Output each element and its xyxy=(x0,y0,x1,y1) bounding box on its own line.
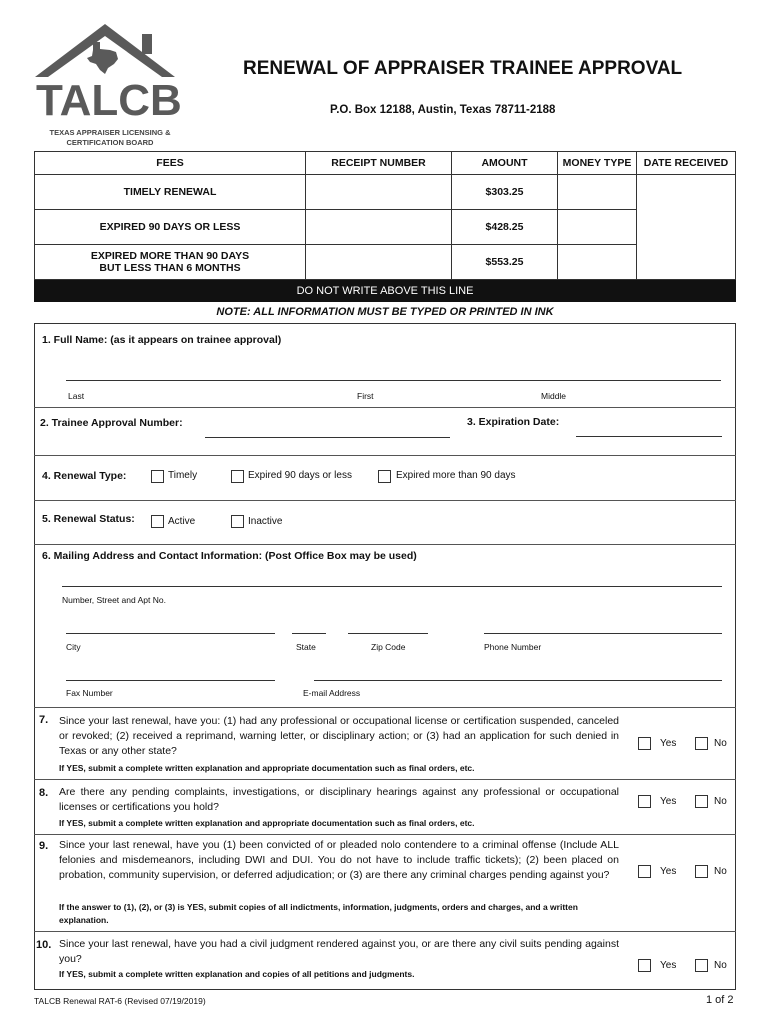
page-number: 1 of 2 xyxy=(706,994,734,1006)
receipt-cell[interactable] xyxy=(306,210,452,245)
inactive-checkbox[interactable] xyxy=(231,515,244,528)
question-10-text: Since your last renewal, have you had a civil judgment rendered against you, or are there any civil suits pending against you? xyxy=(59,938,619,965)
no-label: No xyxy=(714,866,727,877)
no-label: No xyxy=(714,738,727,749)
full-name-label: 1. Full Name: (as it appears on trainee approval) xyxy=(42,334,282,346)
phone-field[interactable] xyxy=(484,633,722,634)
money-type-cell[interactable] xyxy=(558,210,637,245)
fax-caption: Fax Number xyxy=(66,688,113,698)
receipt-cell[interactable] xyxy=(306,175,452,210)
do-not-write-banner: DO NOT WRITE ABOVE THIS LINE xyxy=(34,280,736,302)
question-10-yes-checkbox[interactable] xyxy=(638,959,651,972)
question-10-instruction: If YES, submit a complete written explanation and copies of all petitions and judgments. xyxy=(59,969,415,979)
money-type-cell[interactable] xyxy=(558,245,637,280)
inactive-label: Inactive xyxy=(248,516,283,527)
ink-note: NOTE: ALL INFORMATION MUST BE TYPED OR PRINTED IN INK xyxy=(216,306,554,318)
date-received-cell[interactable] xyxy=(637,175,736,280)
mailing-address-label: 6. Mailing Address and Contact Information: (Post Office Box may be used) xyxy=(42,550,417,562)
receipt-cell[interactable] xyxy=(306,245,452,280)
last-name-caption: Last xyxy=(68,391,85,401)
renewal-type-label: 4. Renewal Type: xyxy=(42,470,127,482)
street-field[interactable] xyxy=(62,586,722,587)
table-row xyxy=(35,175,736,210)
first-name-caption: First xyxy=(357,391,374,401)
state-caption: State xyxy=(296,642,316,652)
fee-label: EXPIRED MORE THAN 90 DAYS BUT LESS THAN 6 MONTHS xyxy=(35,245,306,280)
logo-subtitle: TEXAS APPRAISER LICENSING & CERTIFICATION BOARD xyxy=(49,128,171,147)
form-id: TALCB Renewal RAT-6 (Revised 07/19/2019) xyxy=(34,996,206,1006)
email-field[interactable] xyxy=(314,680,722,681)
question-7-text: Since your last renewal, have you: (1) had any professional or occupational license or certification suspended, canceled or revoked; (2) received a reprimand, warning letter, or disciplinary action; or (3) had an application for such denied in Texas or any other state? xyxy=(59,715,619,757)
timely-checkbox[interactable] xyxy=(151,470,164,483)
agency-address: P.O. Box 12188, Austin, Texas 78711-2188 xyxy=(330,104,556,116)
active-label: Active xyxy=(168,516,196,527)
expired-90-label: Expired 90 days or less xyxy=(248,470,352,481)
question-9-number: 9. xyxy=(39,840,49,852)
texas-state-icon xyxy=(87,42,118,74)
amount-cell: $428.25 xyxy=(452,210,558,245)
col-receipt-number: RECEIPT NUMBER xyxy=(306,152,452,175)
street-caption: Number, Street and Apt No. xyxy=(62,595,166,605)
renewal-status-label: 5. Renewal Status: xyxy=(42,513,135,525)
amount-cell: $553.25 xyxy=(452,245,558,280)
expiration-date-label: 3. Expiration Date: xyxy=(467,416,560,428)
approval-number-label: 2. Trainee Approval Number: xyxy=(40,417,183,429)
yes-label: Yes xyxy=(660,866,677,877)
question-10-number: 10. xyxy=(36,939,52,951)
yes-label: Yes xyxy=(660,960,677,971)
fax-field[interactable] xyxy=(66,680,275,681)
question-10-no-checkbox[interactable] xyxy=(695,959,708,972)
question-7-yes-checkbox[interactable] xyxy=(638,737,651,750)
col-date-received: DATE RECEIVED xyxy=(637,152,736,175)
fees-header-row xyxy=(35,152,736,175)
city-caption: City xyxy=(66,642,81,652)
timely-label: Timely xyxy=(168,470,198,481)
yes-label: Yes xyxy=(660,738,677,749)
amount-cell: $303.25 xyxy=(452,175,558,210)
question-7-instruction: If YES, submit a complete written explanation and appropriate documentation such as final orders, etc. xyxy=(59,763,475,773)
col-money-type: MONEY TYPE xyxy=(558,152,637,175)
question-7-no-checkbox[interactable] xyxy=(695,737,708,750)
approval-number-field[interactable] xyxy=(205,437,450,438)
fee-label: TIMELY RENEWAL xyxy=(35,175,306,210)
full-name-field[interactable] xyxy=(66,380,721,381)
money-type-cell[interactable] xyxy=(558,175,637,210)
expired-90-checkbox[interactable] xyxy=(231,470,244,483)
question-9-text: Since your last renewal, have you (1) been convicted of or pleaded nolo contendere to a criminal offense (Include ALL felonies and misdemeanors, including DWI and DUI. You do not have to include traffic tickets); (2) been placed on probation, community supervision, or deferred adjudication; or (3) are there any criminal charges pending against you? xyxy=(59,839,619,881)
table-row xyxy=(35,245,736,280)
logo-wordmark: TALCB xyxy=(36,76,182,125)
col-amount: AMOUNT xyxy=(452,152,558,175)
question-8-text: Are there any pending complaints, investigations, or disciplinary hearings against any professional or occupational licenses or certifications you hold? xyxy=(59,786,619,813)
fees-table xyxy=(34,151,736,280)
form-title: RENEWAL OF APPRAISER TRAINEE APPROVAL xyxy=(243,58,683,79)
no-label: No xyxy=(714,960,727,971)
middle-name-caption: Middle xyxy=(541,391,567,401)
expired-more-label: Expired more than 90 days xyxy=(396,470,516,481)
expired-more-checkbox[interactable] xyxy=(378,470,391,483)
yes-label: Yes xyxy=(660,796,677,807)
question-8-no-checkbox[interactable] xyxy=(695,795,708,808)
active-checkbox[interactable] xyxy=(151,515,164,528)
fee-label: EXPIRED 90 DAYS OR LESS xyxy=(35,210,306,245)
table-row xyxy=(35,210,736,245)
question-7-number: 7. xyxy=(39,714,49,726)
col-fees: FEES xyxy=(35,152,306,175)
expiration-date-field[interactable] xyxy=(576,436,722,437)
question-9-yes-checkbox[interactable] xyxy=(638,865,651,878)
question-8-number: 8. xyxy=(39,787,49,799)
question-9-instruction: If the answer to (1), (2), or (3) is YES, submit copies of all indictments, information, judgments, orders and charges, and a written explanation. xyxy=(59,902,578,925)
email-caption: E-mail Address xyxy=(303,688,361,698)
zip-caption: Zip Code xyxy=(371,642,406,652)
city-field[interactable] xyxy=(66,633,275,634)
zip-field[interactable] xyxy=(348,633,428,634)
phone-caption: Phone Number xyxy=(484,642,542,652)
no-label: No xyxy=(714,796,727,807)
question-8-instruction: If YES, submit a complete written explanation and appropriate documentation such as final orders, etc. xyxy=(59,818,475,828)
question-8-yes-checkbox[interactable] xyxy=(638,795,651,808)
state-field[interactable] xyxy=(292,633,326,634)
question-9-no-checkbox[interactable] xyxy=(695,865,708,878)
